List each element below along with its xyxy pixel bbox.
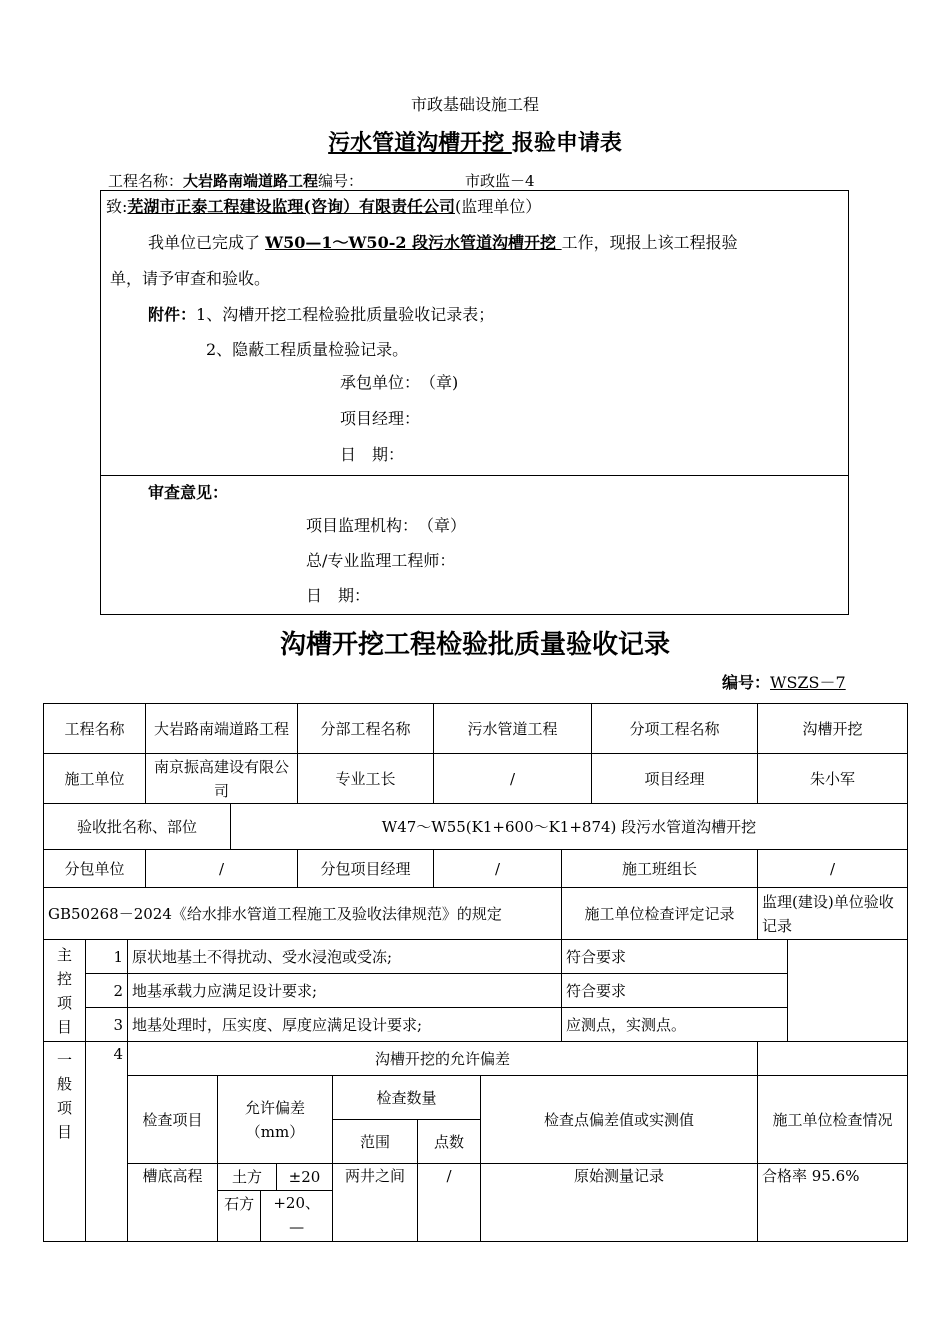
cell: 3 [86,1008,128,1042]
top-caption: 市政基础设施工程 [410,95,539,114]
cell: 地基承载力应满足设计要求; [128,974,562,1008]
general-title: 沟槽开挖的允许偏差 [128,1042,758,1076]
form-title [0,126,950,157]
review-date: 日 期： [306,586,371,605]
review-label: 审查意见： [148,483,229,502]
form-title-rest: 报验申请表 [511,130,622,156]
cell [758,1042,908,1076]
cell: 分项工程名称 [592,704,758,754]
cell: 地基处理时，压实度、厚度应满足设计要求; [128,1008,562,1042]
body-text-work: W50—1～W50-2 段污水管道沟槽开挖 [265,233,562,252]
cell: 槽底高程 [128,1164,218,1242]
main-items-table [43,939,908,1042]
earth-tol: ±20 [288,1168,321,1186]
review-engineer: 总/专业监理工程师： [306,551,456,570]
record-number [722,670,846,693]
cell: 应测点，实测点。 [562,1008,788,1042]
box-divider [100,475,849,476]
cell: / [758,850,908,888]
cell: 符合要求 [562,940,788,974]
pm-line: 项目经理： [340,409,421,428]
table-row [44,704,908,754]
table-row [44,888,908,940]
cell: 分包单位 [44,850,146,888]
cell: W47～W55(K1+600～K1+874) 段污水管道沟槽开挖 [231,804,908,850]
sub-header-check: 施工单位检查情况 [758,1076,908,1164]
rock-label: 石方 [218,1191,261,1241]
cell: 施工班组长 [562,850,758,888]
sub-header-range: 范围 [333,1120,418,1164]
table-row [44,1042,908,1076]
number-value: 市政监－4 [465,172,535,190]
table-row [44,850,908,888]
contractor-line: 承包单位： （章) [340,373,459,392]
table-row [44,1164,908,1191]
table-row [44,940,908,974]
cell: / [146,850,298,888]
record-info-table [43,703,908,804]
cell: 南京振高建设有限公司 [146,754,298,804]
cell: 施工单位 [44,754,146,804]
record-spec-table [43,887,908,940]
cell: 大岩路南端道路工程 [146,704,298,754]
review-org: 项目监理机构： （章） [306,516,467,535]
sub-header-tolerance: 允许偏差（mm） [218,1076,333,1164]
to-name: 芜湖市正泰工程建设监理(咨询）有限责任公司 [127,197,455,216]
cell: / [418,1164,481,1242]
cell: 两井之间 [333,1164,418,1242]
to-line [106,194,541,217]
earth-label: 土方 [218,1164,277,1190]
project-line [108,170,363,191]
cell: 沟槽开挖 [758,704,908,754]
cell: 合格率 95.6% [758,1164,908,1242]
sub-header-points: 点数 [418,1120,481,1164]
form-title-underlined: 污水管道沟槽开挖 [328,130,512,156]
cell: 专业工长 [298,754,434,804]
attach-line-1 [148,302,494,325]
application-box [100,190,849,615]
cell: / [434,850,562,888]
table-row [44,1076,908,1120]
body-line-2: 单，请予审查和验收。 [110,269,271,288]
table-row [44,1008,908,1042]
general-label: 一般项目 [44,1042,86,1242]
project-name: 大岩路南端道路工程 [183,172,319,190]
cell: 2 [86,974,128,1008]
cell: 工程名称 [44,704,146,754]
general-no: 4 [86,1042,128,1242]
project-label: 工程名称： [108,172,184,190]
cell: 原始测量记录 [481,1164,758,1242]
sub-header-measured: 检查点偏差值或实测值 [481,1076,758,1164]
table-row [44,974,908,1008]
to-prefix: 致: [106,197,128,216]
cell: 监理(建设)单位验收记录 [758,888,908,940]
record-title: 沟槽开挖工程检验批质量验收记录 [279,630,670,660]
sub-header-qty: 检查数量 [333,1076,481,1120]
main-label: 主控项目 [44,940,86,1042]
record-number-label: 编号： [722,673,771,692]
cell [788,940,908,1042]
cell: 分部工程名称 [298,704,434,754]
spec-cell: GB50268－2024《给水排水管道工程施工及验收法律规范》的规定 [44,888,562,940]
body-line-1 [148,230,738,253]
cell: 验收批名称、部位 [44,804,231,850]
to-suffix: (监理单位） [454,197,542,216]
cell: 项目经理 [592,754,758,804]
cell: 原状地基土不得扰动、受水浸泡或受冻; [128,940,562,974]
sub-header-item: 检查项目 [128,1076,218,1164]
tolerance-cell [218,1164,333,1242]
cell: 施工单位检查评定记录 [562,888,758,940]
table-row [44,754,908,804]
record-sub-table [43,849,908,888]
cell: / [434,754,592,804]
body-text-a: 我单位已完成了 [148,233,266,252]
cell: 符合要求 [562,974,788,1008]
table-row [44,804,908,850]
general-items-table [43,1041,908,1242]
record-batch-table [43,803,908,850]
body-text-c: 工作，现报上该工程报验 [561,233,738,252]
rock-tol: +20、— [273,1194,320,1236]
cell: 分包项目经理 [298,850,434,888]
date-line: 日 期： [340,445,405,464]
cell: 1 [86,940,128,974]
attach-2: 2、隐蔽工程质量检验记录。 [206,340,409,359]
number-label: 编号： [318,172,364,190]
attach-1: 1、沟槽开挖工程检验批质量验收记录表； [196,305,495,324]
cell: 污水管道工程 [434,704,592,754]
record-number-value: WSZS－7 [770,673,846,692]
cell: 朱小军 [758,754,908,804]
attach-label: 附件： [148,305,197,324]
